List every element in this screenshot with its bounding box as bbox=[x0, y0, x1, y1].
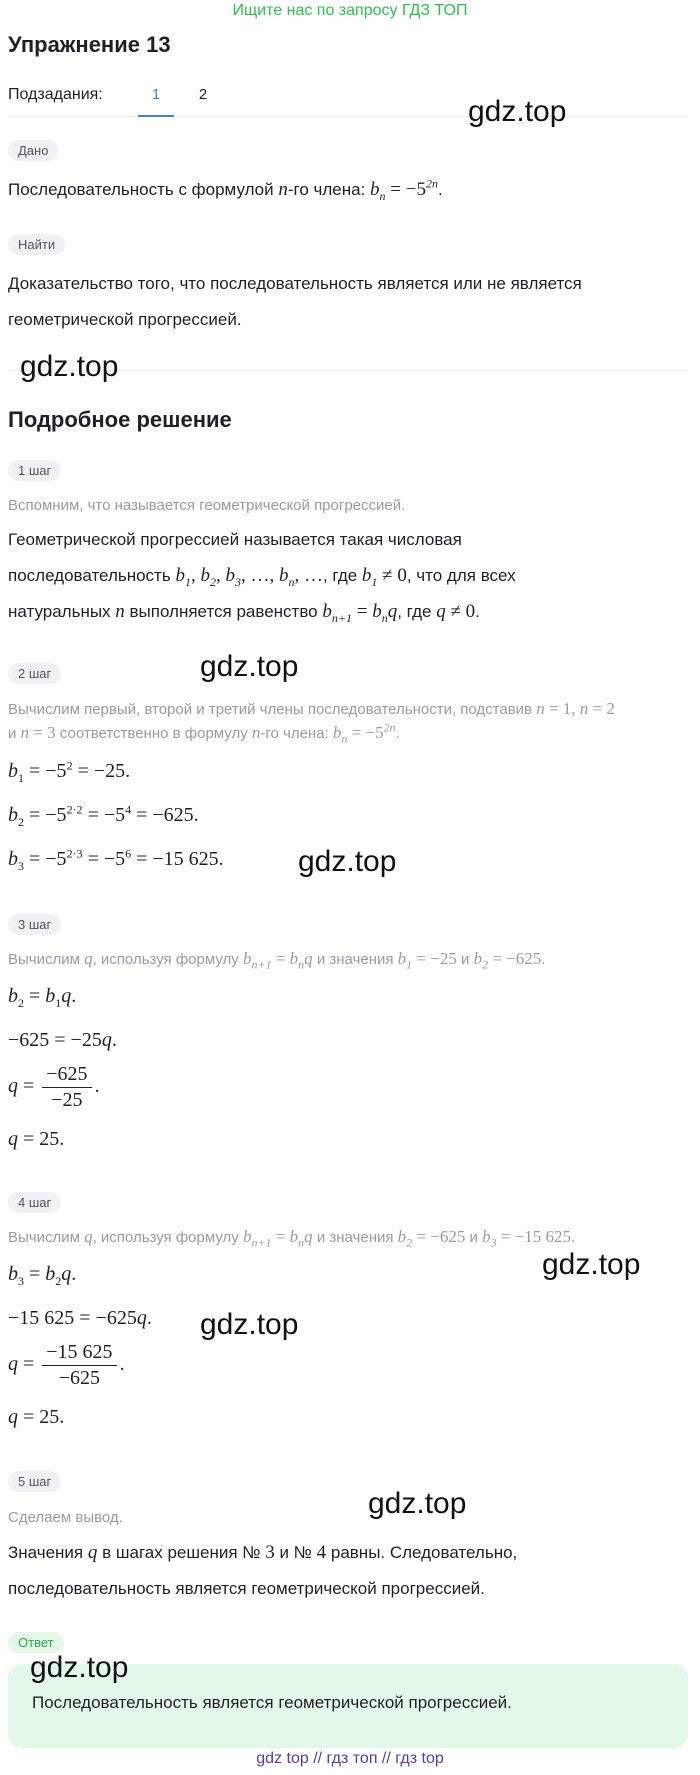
watermark: gdz.top bbox=[200, 1308, 299, 1341]
given-badge: Дано bbox=[8, 140, 58, 161]
subtask-tab-2[interactable]: 2 bbox=[198, 86, 208, 103]
subtasks-label: Подзадания: bbox=[8, 86, 103, 103]
step-4-hint: Вычислим q, используя формулу $b_{n+1} = b_nq$ и значения $b_2 = -625$ и $b_3 = -15$ 625. bbox=[8, 1227, 576, 1250]
given-text: Последовательность с формулой n-го члена: $b_n = -5^{2n}$. bbox=[8, 176, 443, 203]
watermark: gdz.top bbox=[542, 1248, 641, 1281]
step-2-badge: 2 шаг bbox=[8, 663, 61, 684]
step-4-eq-4: q = 25. bbox=[8, 1406, 65, 1428]
step-4-eq-1: $b_3 = b_2q$. bbox=[8, 1263, 77, 1288]
step-4-eq-3: q = $\frac{-15 625}{-625}$ . bbox=[8, 1341, 125, 1389]
watermark: gdz.top bbox=[200, 650, 299, 683]
step-3-eq-3: q = $\frac{-625}{-25}$ . bbox=[8, 1063, 100, 1111]
step-2-eq-2: $b_2 = -5^{2\cdot 2} = -5^4 = -625$. bbox=[8, 802, 199, 829]
page-title: Упражнение 13 bbox=[8, 32, 171, 57]
footer-links[interactable]: gdz top // гдз топ // гдз top bbox=[256, 1750, 444, 1767]
watermark: gdz.top bbox=[20, 350, 119, 383]
answer-badge: Ответ bbox=[8, 1632, 64, 1653]
step-3-hint: Вычислим q, используя формулу $b_{n+1} = b_nq$ и значения $b_1 = -25$ и $b_2 = -625$. bbox=[8, 949, 546, 972]
step-1-hint: Вспомним, что называется геометрической прогрессией. bbox=[8, 497, 406, 514]
step-3-eq-4: q = 25. bbox=[8, 1128, 65, 1150]
step-3-badge: 3 шаг bbox=[8, 914, 61, 935]
find-text: Доказательство того, что последовательность является или не является геометрической прогрессией. bbox=[8, 274, 582, 329]
step-1-definition: Геометрической прогрессией называется такая числовая последовательность $b_1$, $b_2$, $b_3$, …, $b_n$, …, где $b_1 \ne 0$, что для всех натуральных n выполняется равенство $b_{n+1} = b_nq$, где q ≠ 0. bbox=[8, 530, 516, 625]
step-4-eq-2: −15 625 = −625q. bbox=[8, 1307, 152, 1329]
step-5-hint: Сделаем вывод. bbox=[8, 1509, 123, 1526]
step-2-eq-1: $b_1 = -5^2 = -25$. bbox=[8, 758, 131, 785]
answer-text: Последовательность является геометрической прогрессией. bbox=[32, 1693, 512, 1712]
promo-banner[interactable]: Ищите нас по запросу ГДЗ ТОП bbox=[232, 2, 468, 19]
step-3-eq-2: −625 = −25q. bbox=[8, 1029, 117, 1051]
step-2-eq-3: $b_3 = -5^{2\cdot 3} = -5^6 = -15$ 625. bbox=[8, 846, 224, 873]
watermark: gdz.top bbox=[468, 95, 567, 128]
step-3-eq-1: $b_2 = b_1q$. bbox=[8, 985, 77, 1010]
step-4-badge: 4 шаг bbox=[8, 1192, 61, 1213]
find-badge: Найти bbox=[8, 234, 65, 255]
step-1-badge: 1 шаг bbox=[8, 460, 61, 481]
watermark: gdz.top bbox=[30, 1651, 129, 1684]
watermark: gdz.top bbox=[368, 1487, 467, 1520]
solution-title: Подробное решение bbox=[8, 407, 232, 432]
step-5-badge: 5 шаг bbox=[8, 1471, 61, 1492]
step-5-conclusion: Значения q в шагах решения № 3 и № 4 равны. Следовательно, последовательность является геометрической прогрессией. bbox=[8, 1542, 518, 1598]
subtask-tab-1[interactable]: 1 bbox=[138, 86, 174, 117]
step-2-hint: Вычислим первый, второй и третий члены последовательности, подставив n = 1, n = 2 и n = 3 соответственно в формулу n-го члена: $b_n = -5^{2n}$. bbox=[8, 699, 615, 746]
subtasks-bar bbox=[8, 80, 688, 117]
watermark: gdz.top bbox=[298, 845, 397, 878]
